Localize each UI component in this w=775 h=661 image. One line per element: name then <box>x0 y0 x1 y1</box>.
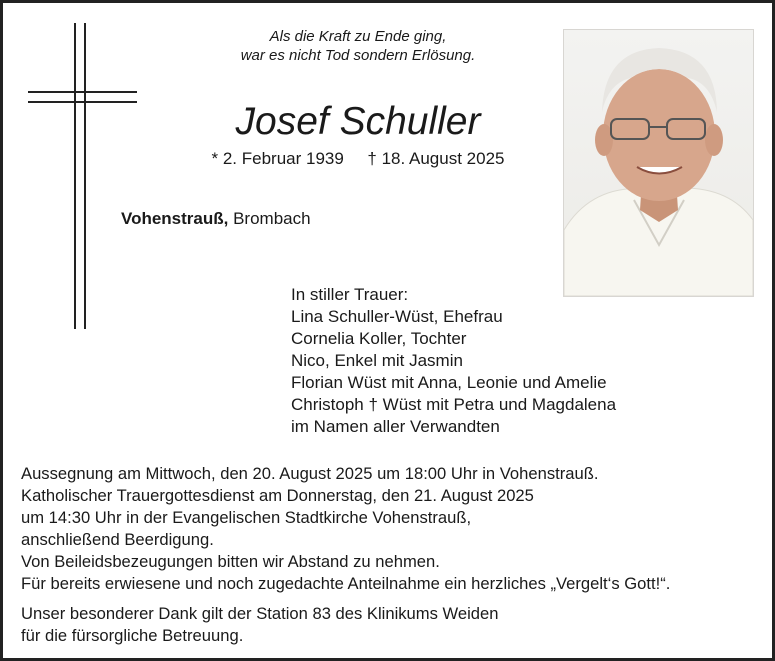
thanks-line: für die fürsorgliche Betreuung. <box>21 626 244 645</box>
deceased-name: Josef Schuller <box>235 100 481 143</box>
funeral-line: anschließend Beerdigung. <box>21 530 214 549</box>
motto-line: war es nicht Tod sondern Erlösung. <box>240 47 476 64</box>
motto <box>178 27 538 65</box>
cross-icon <box>28 23 138 333</box>
portrait-illustration <box>564 30 753 296</box>
funeral-details <box>21 463 670 595</box>
list-item: Cornelia Koller, Tochter <box>291 329 467 348</box>
list-item: Florian Wüst mit Anna, Leonie und Amelie <box>291 373 607 392</box>
funeral-line: Katholischer Trauergottesdienst am Donnerstag, den 21. August 2025 <box>21 486 534 505</box>
funeral-line: Für bereits erwiesene und noch zugedachte Anteilnahme ein herzliches „Vergelt‘s Gott!“. <box>21 574 671 593</box>
life-dates: * 2. Februar 1939 † 18. August 2025 <box>211 149 505 168</box>
place-district: Brombach <box>228 209 311 228</box>
motto-line: Als die Kraft zu Ende ging, <box>269 28 447 45</box>
portrait-photo <box>563 29 754 297</box>
funeral-line: Von Beileidsbezeugungen bitten wir Abstand zu nehmen. <box>21 552 440 571</box>
list-item: Nico, Enkel mit Jasmin <box>291 351 463 370</box>
mourners-heading: In stiller Trauer: <box>291 285 409 304</box>
funeral-line: um 14:30 Uhr in der Evangelischen Stadtkirche Vohenstrauß, <box>21 508 472 527</box>
place-of-residence <box>121 208 311 230</box>
thanks-line: Unser besonderer Dank gilt der Station 83 des Klinikums Weiden <box>21 604 499 623</box>
list-item: Lina Schuller-Wüst, Ehefrau <box>291 307 503 326</box>
funeral-line: Aussegnung am Mittwoch, den 20. August 2025 um 18:00 Uhr in Vohenstrauß. <box>21 464 599 483</box>
mourners-list <box>291 284 616 438</box>
list-item: im Namen aller Verwandten <box>291 417 500 436</box>
thanks-note <box>21 603 498 647</box>
list-item: Christoph † Wüst mit Petra und Magdalena <box>291 395 617 414</box>
place-town: Vohenstrauß, <box>121 209 229 228</box>
